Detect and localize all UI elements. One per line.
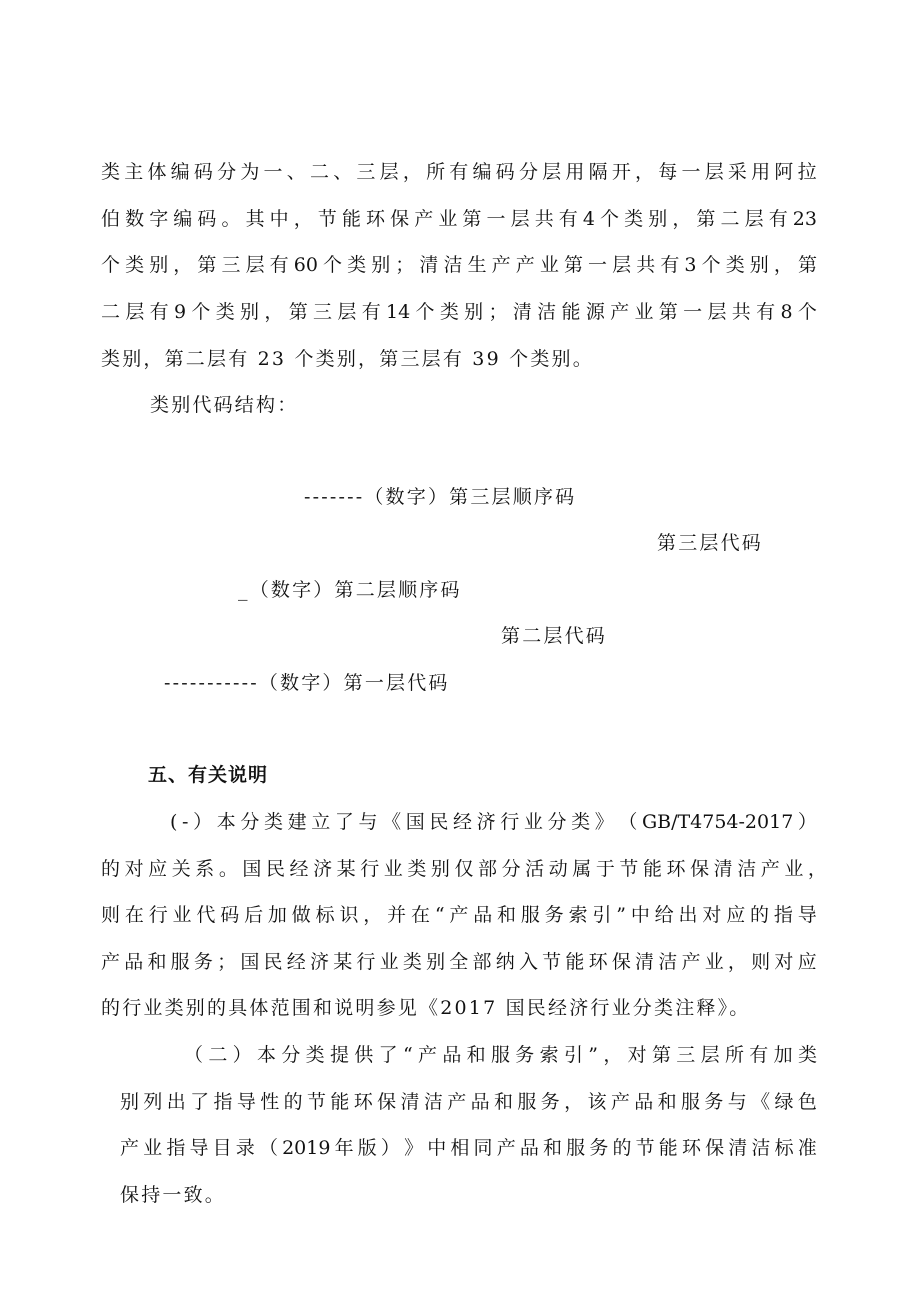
- diagram-second-order: _（数字）第二层顺序码: [238, 579, 462, 601]
- diagram-second-code: 第二层代码: [501, 625, 608, 647]
- diagram-third-order: -------（数字）第三层顺序码: [304, 486, 577, 508]
- para2-line-1: （ 二 ） 本 分 类 提 供 了 “ 产 品 和 服 务 索 引 ” ， 对 第 三 层 所 有 加 类: [184, 1044, 817, 1066]
- para1-line-5: 的行业类别的具体范围和说明参见《2017 国民经济行业分类注释》。: [101, 997, 751, 1019]
- para1-line-2: 的 对 应 关 系 。 国 民 经 济 某 行 业 类 别 仅 部 分 活 动 属 于 节 能 环 保 清 洁 产 业 ，: [101, 858, 827, 880]
- para2-line-3: 产 业 指 导 目 录 （ 2019 年 版 ） 》 中 相 同 产 品 和 服 务 的 节 能 环 保 清 洁 标 准: [120, 1137, 817, 1159]
- diagram-third-code: 第三层代码: [657, 532, 764, 554]
- intro-line-1: 类 主 体 编 码 分 为 一 、 二 、 三 层 ， 所 有 编 码 分 层 用 隔 开 ， 每 一 层 采 用 阿 拉: [101, 161, 817, 183]
- para1-line-1: ( - ） 本 分 类 建 立 了 与 《 国 民 经 济 行 业 分 类 》 （ GB/T4754-2017 ）: [170, 811, 817, 833]
- structure-label: 类别代码结构：: [150, 394, 299, 416]
- para1-line-3: 则 在 行 业 代 码 后 加 做 标 识 ， 并 在 “ 产 品 和 服 务 索 引 ” 中 给 出 对 应 的 指 导: [101, 904, 817, 926]
- para1-line-4: 产 品 和 服 务 ； 国 民 经 济 某 行 业 类 别 全 部 纳 入 节 能 环 保 清 洁 产 业 ， 则 对 应: [101, 951, 817, 973]
- section-title: 五、有关说明: [148, 764, 269, 786]
- para2-line-2: 别 列 出 了 指 导 性 的 节 能 环 保 清 洁 产 品 和 服 务 ， 该 产 品 和 服 务 与 《 绿 色: [120, 1091, 817, 1113]
- intro-line-5: 类别，第二层有 23 个类别，第三层有 39 个类别。: [101, 348, 594, 370]
- intro-line-2: 伯 数 字 编 码 。 其 中 ， 节 能 环 保 产 业 第 一 层 共 有 4 个 类 别 ， 第 二 层 有 23: [101, 208, 817, 230]
- diagram-first-code: -----------（数字）第一层代码: [164, 672, 450, 694]
- intro-line-3: 个 类 别 ， 第 三 层 有 60 个 类 别 ； 清 洁 生 产 产 业 第 一 层 共 有 3 个 类 别 ， 第: [101, 254, 817, 276]
- para2-line-4: 保持一致。: [120, 1184, 227, 1206]
- intro-line-4: 二 层 有 9 个 类 别 ， 第 三 层 有 14 个 类 别 ； 清 洁 能 源 产 业 第 一 层 共 有 8 个: [101, 301, 817, 323]
